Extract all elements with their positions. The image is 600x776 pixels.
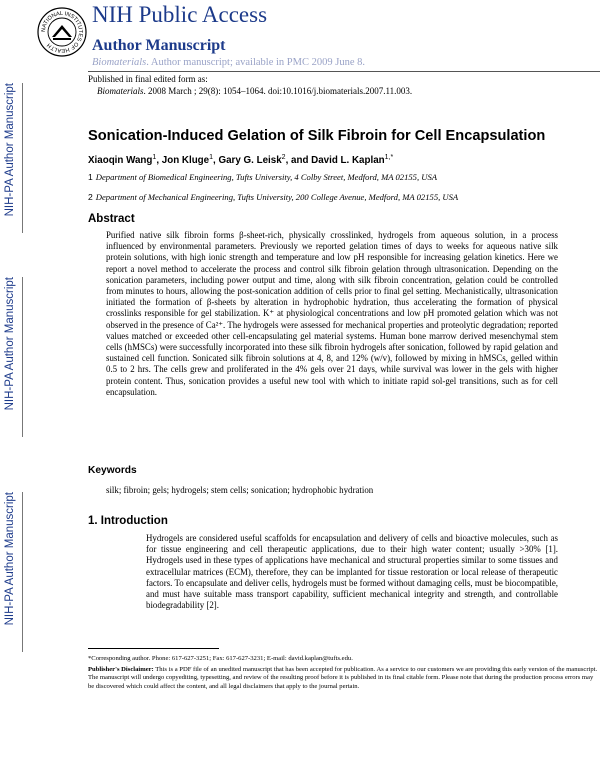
author[interactable]: David L. Kaplan$^{1,*}$ bbox=[311, 154, 394, 166]
citation-rest: . 2008 March ; 29(8): 1054–1064. doi:10.1016/j.biomaterials.2007.11.003. bbox=[143, 86, 413, 96]
availability-journal: Biomaterials bbox=[92, 57, 147, 68]
brand-title: NIH Public Access bbox=[92, 2, 268, 27]
header-rule bbox=[88, 71, 600, 72]
author[interactable]: Gary G. Leisk$^2$ bbox=[218, 154, 286, 166]
article-title: Sonication-Induced Gelation of Silk Fibroin for Cell Encapsulation bbox=[88, 128, 546, 144]
seal-text: NATIONAL INSTITUTES OF HEALTH bbox=[40, 10, 84, 54]
side-bar-2 bbox=[22, 277, 23, 437]
nih-seal-logo bbox=[37, 7, 87, 57]
abstract-heading: Abstract bbox=[88, 213, 135, 225]
introduction-heading: 1. Introduction bbox=[88, 515, 168, 527]
affiliation: 2 Department of Mechanical Engineering, Tufts University, 200 College Avenue, Medford, MA 02155, USA bbox=[88, 192, 459, 202]
author[interactable]: Jon Kluge$^1$ bbox=[161, 154, 214, 166]
disclaimer-label: Publisher's Disclaimer: bbox=[88, 666, 154, 673]
disclaimer-footnote bbox=[88, 666, 598, 691]
availability-note bbox=[92, 57, 365, 68]
side-label-2: NIH-PA Author Manuscript bbox=[4, 277, 16, 411]
side-label-1: NIH-PA Author Manuscript bbox=[4, 83, 16, 217]
citation-journal: Biomaterials bbox=[97, 86, 144, 96]
side-bar-3 bbox=[22, 492, 23, 652]
availability-rest: . Author manuscript; available in PMC 2009 June 8. bbox=[146, 57, 365, 68]
keywords-heading: Keywords bbox=[88, 465, 137, 476]
introduction-text: Hydrogels are considered useful scaffolds for encapsulation and delivery of cells and bioactive molecules, such as for tissue engineering and cell therapeutic applications, due to their high water content; usually >30% [1]. Hydrogels used in these types of applications have mechanical and structural properties similar to some tissues and extracellular matrices (ECM), therefore, they can be implanted for tissue restoration or local release of therapeutic factors. To encapsulate and deliver cells, hydrogels must be formed without damaging cells, must be biocompatible, and must have suitable mass transport capability, sufficient mechanical integrity and strength, and controllable biodegradability [2]. bbox=[146, 533, 558, 611]
side-label-3: NIH-PA Author Manuscript bbox=[4, 492, 16, 626]
corresponding-footnote: *Corresponding author. Phone: 617-627-3251; Fax: 617-627-3231; E-mail: david.kaplan@tufts.edu. bbox=[88, 655, 353, 662]
footnote-rule bbox=[88, 648, 219, 649]
keywords-text: silk; fibroin; gels; hydrogels; stem cells; sonication; hydrophobic hydration bbox=[106, 485, 374, 495]
side-bar-1 bbox=[22, 83, 23, 233]
disclaimer-text: This is a PDF file of an unedited manuscript that has been accepted for publication. As a service to our customers we are providing this early version of the manuscript. The manuscript will undergo copyediting, typesetting, and review of the resulting proof before it is published in its final citable form. Please note that during the production process errors may be discovered which could affect the content, and all legal disclaimers that apply to the journal pertain. bbox=[88, 666, 598, 690]
affiliation: 1 Department of Biomedical Engineering, Tufts University, 4 Colby Street, Medford, MA 02155, USA bbox=[88, 172, 438, 182]
abstract-text: Purified native silk fibroin forms β-sheet-rich, physically crosslinked, hydrogels from aqueous solution, in a process influenced by environmental parameters. Previously we reported gelation times of days to weeks for aqueous native silk protein solutions, with high ionic strength and temperature and low pH responsible for increasing gelation kinetics. Here we report a novel method to accelerate the process and control silk fibroin gelation through ultrasonication. Depending on the sonication parameters, including power output and time, along with silk fibroin concentration, gelation could be controlled from minutes to hours, allowing the post-sonication addition of cells prior to final gel setting. Mechanistically, ultrasonication initiated the formation of β-sheets by alteration in hydrophobic hydration, thus accelerating the formation of physical crosslinks responsible for gel stabilization. K⁺ at physiological concentrations and low pH promoted gelation which was not observed in the presence of Ca²⁺. The hydrogels were assessed for mechanical properties and proteolytic degradation; reported values matched or exceeded other cell-encapsulating gel material systems. Human bone marrow derived mesenchymal stem cells (hMSCs) were successfully incorporated into these silk fibroin hydrogels after sonication, followed by rapid gelation and sustained cell function. Sonicated silk fibroin solutions at 4, 8, and 12% (w/v), followed by mixing in hMSCs, gelled within 0.5 to 2 hrs. The cells grew and proliferated in the 4% gels over 21 days, while survival was lower in the gels with higher protein content. Thus, sonication provides a useful new tool with which to initiate rapid sol-gel transitions, such as for cell encapsulation. bbox=[106, 230, 558, 397]
published-label: Published in final edited form as: bbox=[88, 74, 208, 84]
citation[interactable] bbox=[97, 86, 412, 96]
brand-subtitle: Author Manuscript bbox=[92, 37, 226, 54]
author[interactable]: Xiaoqin Wang$^1$ bbox=[88, 154, 157, 166]
author-list: Xiaoqin Wang$^1$, Jon Kluge$^1$, Gary G. Leisk$^2$, and David L. Kaplan$^{1,*}$ bbox=[88, 154, 394, 166]
